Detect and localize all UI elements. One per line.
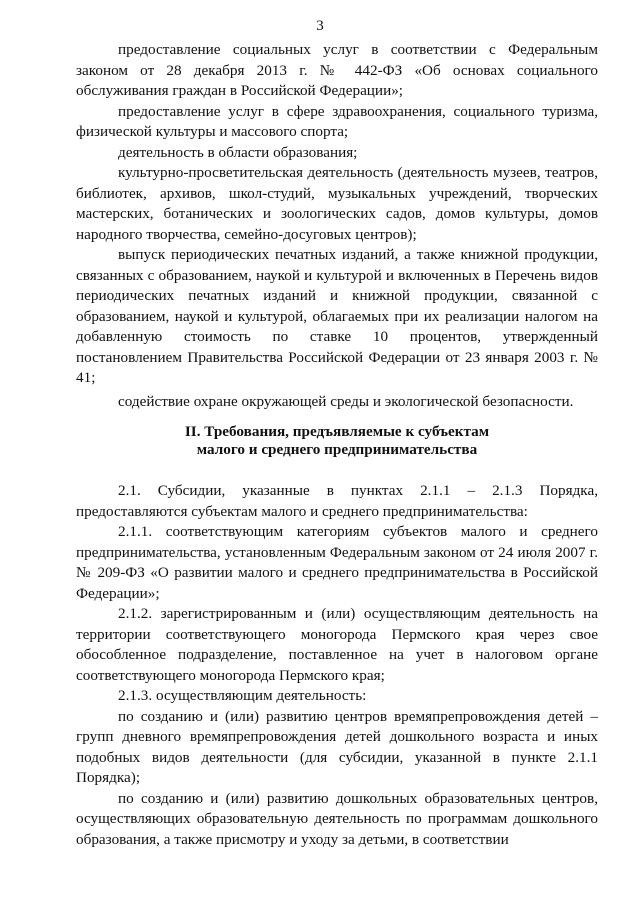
paragraph: выпуск периодических печатных изданий, а также книжной продукции, связанных с образованием, наукой и культурой и включенных в Перечень видов периодических печатных изданий и книжной продукции, связанной с образованием, наукой и культурой, облагаемых при их реализации налогом на добавленную стоимость по ставке 10 процентов, утвержденный постановлением Правительства Российской Федерации от 23 января 2003 г. № 41;	[76, 246, 598, 386]
paragraph: содействие охране окружающей среды и экологической безопасности.	[118, 392, 574, 410]
paragraph: 2.1.2. зарегистрированным и (или) осуществляющим деятельность на территории соответствующего моногорода Пермского края через свое обособленное подразделение, поставленное на учет в налоговом органе соответствующего моногорода Пермского края;	[76, 605, 598, 684]
paragraph: культурно-просветительская деятельность (деятельность музеев, театров, библиотек, архивов, школ-студий, музыкальных учреждений, творческих мастерских, ботанических и зоологических садов, домов культуры, домов народного творчества, семейно-досуговых центров);	[76, 164, 598, 243]
page-number: 3	[316, 18, 324, 34]
section-heading-line: малого и среднего предпринимательства	[196, 441, 478, 458]
section-heading	[76, 423, 598, 459]
document-body	[76, 40, 598, 850]
paragraph: предоставление социальных услуг в соответствии с Федеральным законом от 28 декабря 2013 г. № 442-ФЗ «Об основах социального обслуживания граждан в Российской Федерации»;	[76, 41, 598, 99]
paragraph: 2.1. Субсидии, указанные в пунктах 2.1.1 – 2.1.3 Порядка, предоставляются субъектам малого и среднего предпринимательства:	[76, 482, 598, 520]
paragraph: по созданию и (или) развитию дошкольных образовательных центров, осуществляющих образовательную деятельность по программам дошкольного образования, а также присмотру и уходу за детьми, в соответствии	[76, 789, 598, 848]
paragraph: деятельность в области образования;	[118, 143, 358, 161]
paragraph: 2.1.1. соответствующим категориям субъектов малого и среднего предпринимательства, установленным Федеральным законом от 24 июля 2007 г. № 209-ФЗ «О развитии малого и среднего предпринимательства в Российской Федерации»;	[76, 523, 598, 602]
paragraph: предоставление услуг в сфере здравоохранения, социального туризма, физической культуры и массового спорта;	[76, 102, 598, 140]
paragraph: по созданию и (или) развитию центров времяпрепровождения детей – групп дневного времяпрепровождения детей дошкольного возраста и иных подобных видов деятельности (для субсидии, указанной в пункте 2.1.1 Порядка);	[76, 707, 598, 786]
section-heading-line: II. Требования, предъявляемые к субъектам	[184, 423, 490, 440]
paragraph: 2.1.3. осуществляющим деятельность:	[118, 687, 367, 704]
